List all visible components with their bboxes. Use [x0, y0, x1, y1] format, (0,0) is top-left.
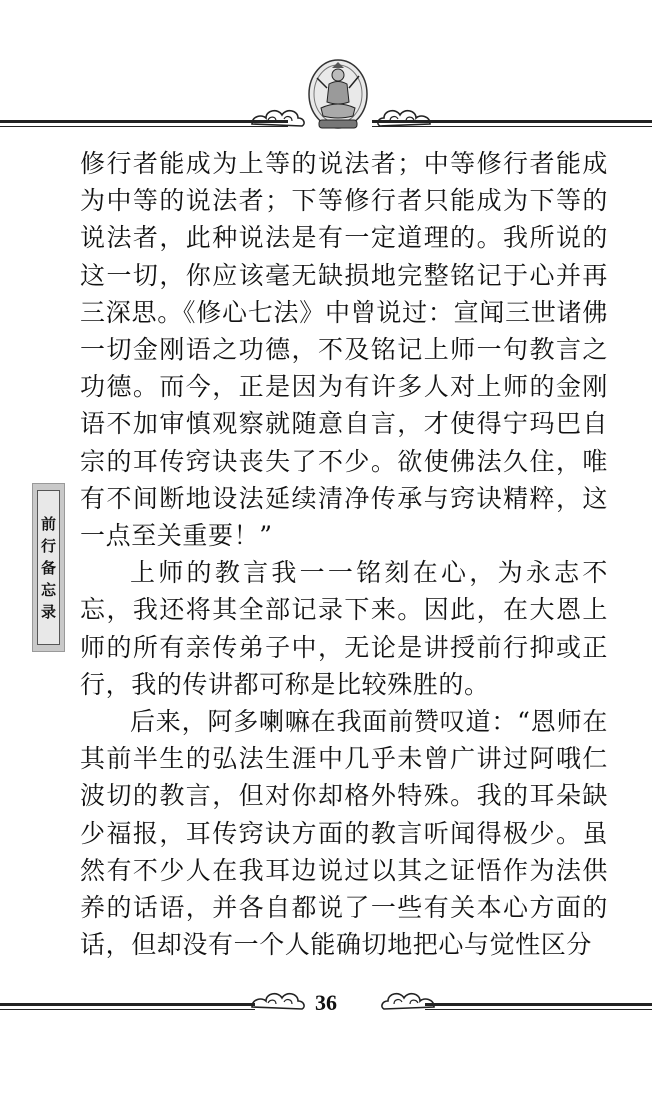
- side-tab-char: 录: [40, 602, 56, 621]
- cloud-ornament-icon: [248, 102, 308, 128]
- page-number: 36: [315, 990, 337, 1015]
- body-text: [80, 145, 608, 963]
- header-rule-left-thin: [0, 126, 288, 127]
- paragraph: 后来，阿多喇嘛在我面前赞叹道：“恩师在其前半生的弘法生涯中几乎未曾广讲过阿哦仁波切的教言，但对你却格外特殊。我的耳朵缺少福报，耳传窍诀方面的教言听闻得极少。虽然有不少人在我耳边说过以其之证悟作为法供养的话语，并各自都说了一些有关本心方面的话，但却没有一个人能确切地把心与觉性区分: [80, 707, 608, 960]
- side-tab-char: 前: [40, 514, 56, 533]
- deity-figure-icon: [307, 58, 369, 134]
- paragraph: 修行者能成为上等的说法者；中等修行者能成为中等的说法者；下等修行者只能成为下等的说法者，此种说法是有一定道理的。我所说的这一切，你应该毫无缺损地完整铭记于心并再三深思。《修心七法》中曾说过：宣闻三世诸佛一切金刚语之功德，不及铭记上师一句教言之功德。而今，正是因为有许多人对上师的金刚语不加审慎观察就随意自言，才使得宁玛巴自宗的耳传窍诀丧失了不少。欲使佛法久住，唯有不间断地设法延续清净传承与窍诀精粹，这一点至关重要！”: [80, 149, 608, 551]
- side-tab-char: 忘: [40, 580, 56, 599]
- side-tab-char: 备: [40, 558, 56, 577]
- paragraph: 上师的教言我一一铭刻在心，为永志不忘，我还将其全部记录下来。因此，在大恩上师的所有亲传弟子中，无论是讲授前行抑或正行，我的传讲都可称是比较殊胜的。: [80, 558, 608, 699]
- cloud-ornament-icon: [374, 102, 434, 128]
- header-rule-left-thick: [0, 120, 288, 123]
- side-tab-char: 行: [40, 536, 56, 555]
- side-tab-label: [37, 490, 60, 645]
- side-tab: [32, 483, 65, 652]
